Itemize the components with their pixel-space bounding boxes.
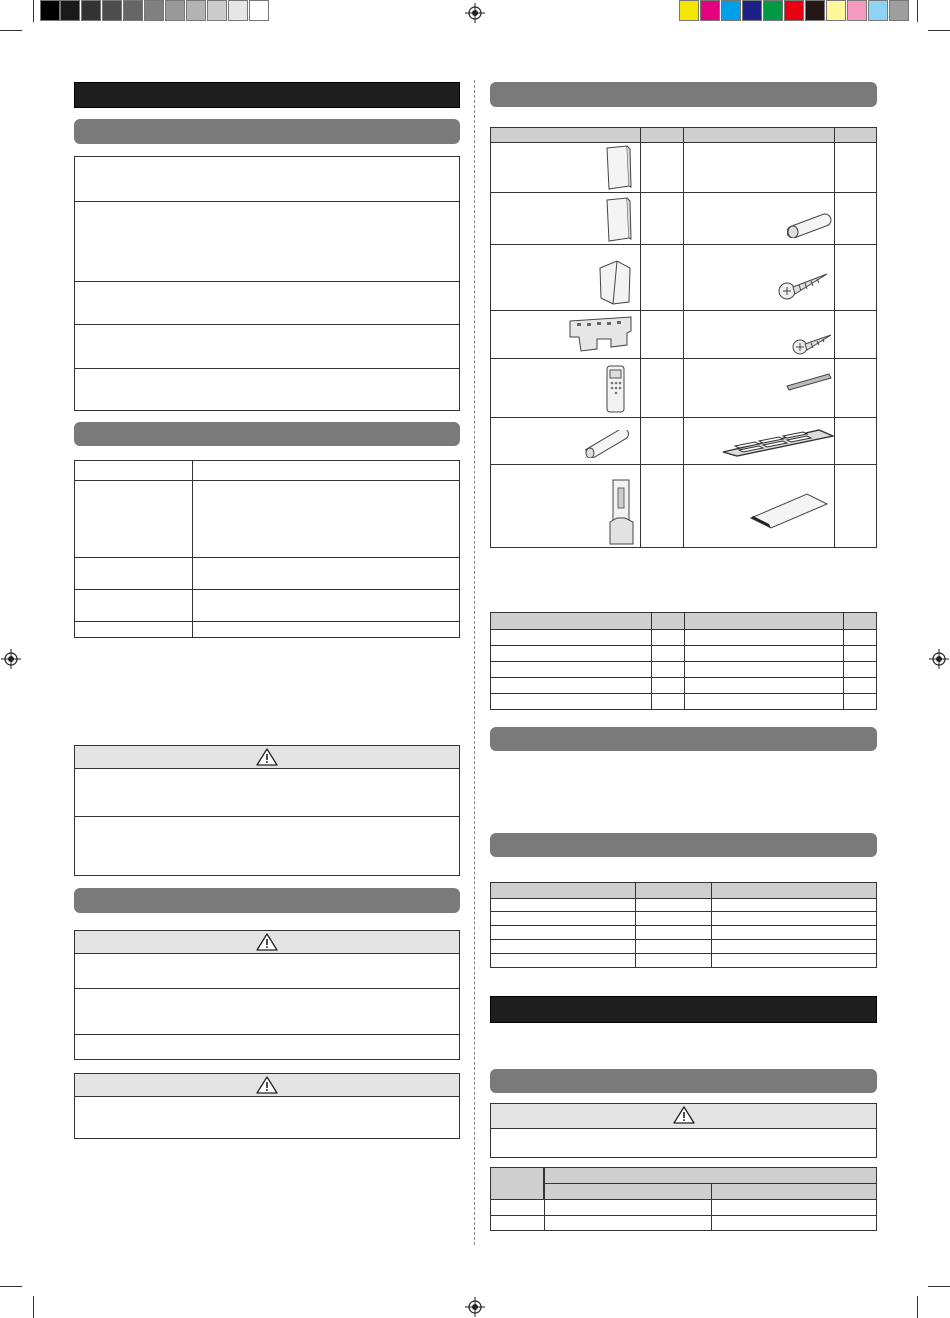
gray-swatch — [60, 0, 80, 21]
registration-mark-icon — [465, 1297, 485, 1317]
color-swatch — [784, 0, 804, 21]
safety-notice-box — [74, 156, 460, 411]
section-header-bar — [490, 82, 877, 107]
warning-triangle-icon — [256, 933, 278, 951]
crop-mark — [0, 1286, 22, 1287]
section-header-bar — [74, 119, 460, 144]
crop-mark — [928, 30, 950, 31]
color-swatch — [742, 0, 762, 21]
crop-mark — [917, 1296, 918, 1318]
warning-box — [74, 930, 460, 1060]
cylinder-icon — [787, 208, 833, 238]
section-header-bar — [74, 422, 460, 446]
color-swatch — [679, 0, 699, 21]
optional-parts-table — [490, 612, 877, 710]
section-header-bar — [490, 833, 877, 857]
installation-title-bar — [490, 996, 877, 1023]
clearance-table — [490, 1167, 877, 1231]
crop-mark — [928, 1286, 950, 1287]
battery-icon — [585, 430, 633, 458]
booklet-icon — [603, 197, 633, 243]
crop-mark — [33, 1296, 34, 1318]
spec-table — [74, 460, 460, 638]
gray-swatch — [249, 0, 269, 21]
gray-swatch — [165, 0, 185, 21]
tape-strip-icon — [785, 366, 835, 392]
gray-swatch — [144, 0, 164, 21]
column-divider — [474, 80, 475, 1245]
remote-control-icon — [604, 364, 628, 414]
warning-triangle-icon — [256, 1076, 278, 1094]
folded-sheet-icon — [597, 258, 633, 306]
color-swatch — [847, 0, 867, 21]
accessories-table — [490, 127, 877, 548]
label-sheet-icon — [747, 492, 831, 530]
color-swatch — [889, 0, 909, 21]
registration-mark-icon — [465, 3, 485, 23]
color-swatch — [826, 0, 846, 21]
color-swatch — [721, 0, 741, 21]
booklet-icon — [603, 145, 633, 191]
gray-swatch — [186, 0, 206, 21]
gray-swatch — [123, 0, 143, 21]
wall-bracket-icon — [567, 315, 635, 353]
color-swatch — [805, 0, 825, 21]
table-header-cell — [544, 1184, 876, 1200]
air-filter-icon — [719, 428, 837, 458]
warning-box — [490, 1103, 877, 1158]
warning-triangle-icon — [256, 748, 278, 766]
section-header-bar — [74, 888, 460, 913]
warning-triangle-icon — [673, 1106, 695, 1124]
remote-holder-icon — [607, 478, 637, 546]
crop-mark — [917, 0, 918, 22]
table-header-cell — [491, 1168, 544, 1200]
warning-bar — [75, 931, 459, 954]
warning-bar — [75, 1074, 459, 1097]
color-swatch — [763, 0, 783, 21]
color-swatch — [700, 0, 720, 21]
page-title-bar — [74, 82, 460, 108]
warning-bar — [75, 746, 459, 769]
large-screw-icon — [777, 264, 833, 302]
gray-swatch — [228, 0, 248, 21]
warning-box — [74, 745, 460, 876]
caution-box — [74, 1073, 460, 1139]
small-screw-icon — [791, 326, 835, 358]
gray-swatch — [102, 0, 122, 21]
table-header-row — [491, 883, 876, 899]
gray-swatch — [207, 0, 227, 21]
gray-swatch — [81, 0, 101, 21]
registration-mark-icon — [1, 649, 21, 669]
crop-mark — [33, 0, 34, 22]
gray-swatch — [40, 0, 60, 21]
section-header-bar — [490, 727, 877, 751]
color-swatch — [868, 0, 888, 21]
table-header-cell — [544, 1168, 876, 1184]
warning-bar — [491, 1104, 876, 1129]
section-header-bar — [490, 1069, 877, 1093]
registration-mark-icon — [929, 649, 949, 669]
pipe-size-table — [490, 882, 877, 968]
crop-mark — [0, 30, 22, 31]
